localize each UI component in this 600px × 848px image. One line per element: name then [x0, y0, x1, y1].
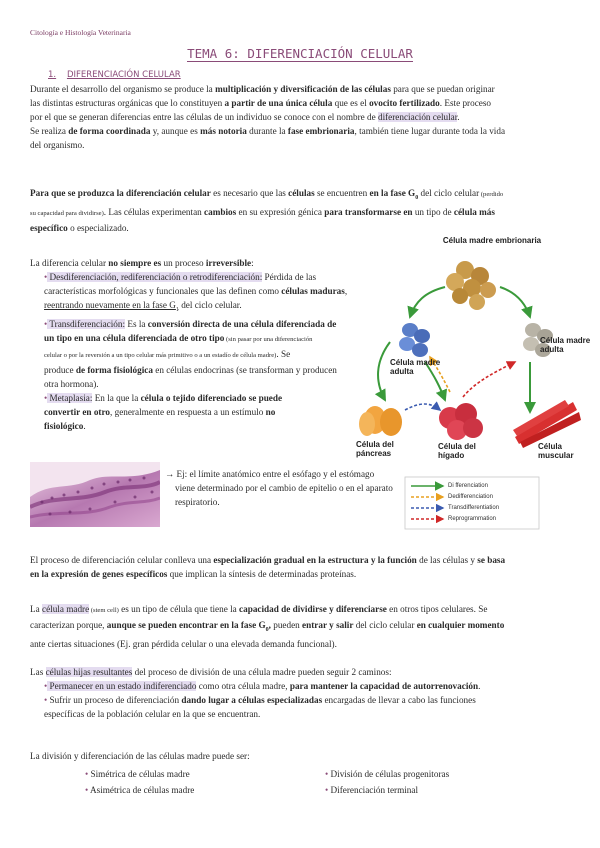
g0-paragraph: Para que se produzca la diferenciación celular es necesario que las células se encuentren en la fase $G_0$ del ciclo celular (perdido su capacidad para dividirse). Las células experimentan cambios en su expresión génica para transformarse en un tipo de célula más específico o especializado. — [30, 188, 504, 233]
diagram-legend: Di fferenciation Dedifferenciation Transdifferentiation Reprogrammation — [448, 483, 500, 522]
adult-stem-cells-left — [399, 323, 430, 357]
irreversible-list: • Desdiferenciación, rediferenciación o retrodiferenciación: Pérdida de las características morfológicas y funcionales que las definen como células maduras, reentrando nuevamente en la fase $G_1$ del ciclo celular. • Transdiferenciación: Es la conversión directa de una célula diferenciada de un tipo en una célula diferenciada de otro tipo (sin pasar por una diferenciación celular o por la reversión a un tipo celular más primitivo o a un estadío de célula madre). Se produce de forma fisiológica en células endocrinas (se transforman y producen otra hormona). • Metaplasia: En la que la célula o tejido diferenciado se puede convertir en otro, generalmente en respuesta a un estímulo no fisiológico. — [44, 272, 348, 431]
daughter-cells-paragraph: Las células hijas resultantes del proceso de división de una célula madre pueden seguir 2 caminos: — [30, 667, 392, 677]
pancreas-cells — [359, 406, 402, 436]
label-muscle: Célula muscular — [538, 442, 574, 460]
stem-cell-paragraph: La célula madre (stem cell) es un tipo de célula que tiene la capacidad de dividirse y diferenciarse en otros tipos celulares. Se caracterizan porque, aunque se pueden encontrar en la fase $G_0$, pueden entrar y salir del ciclo celular en cualquier momento ante ciertas situaciones (Ej. gran pérdida celular o una elevada demanda funcional). — [30, 604, 505, 649]
daughter-cells-list: • Permanecer en un estado indiferenciado como otra célula madre, para mantener la capacidad de autorrenovación. • Sufrir un proceso de diferenciación dando lugar a células especializadas encargadas de llevar a cabo las funciones específicas de la población celular en la que se encuentran. — [44, 681, 481, 719]
division-list-right: • División de células progenitoras • Diferenciación terminal — [325, 769, 450, 795]
course-header: Citología e Histología Veterinaria — [30, 28, 131, 37]
page-title: TEMA 6: DIFERENCIACIÓN CELULAR — [187, 46, 413, 61]
section-heading: 1. DIFERENCIACIÓN CELULAR — [48, 70, 181, 80]
label-embryonic: Célula madre embrionaria — [442, 236, 542, 245]
irreversible-paragraph: La diferencia celular no siempre es un proceso irreversible: — [30, 258, 254, 268]
embryonic-stem-cells — [446, 261, 496, 310]
label-adult-right: Célula madre adulta — [540, 336, 591, 354]
label-adult-left: Célula madre adulta — [390, 358, 441, 376]
specialization-paragraph: El proceso de diferenciación celular conlleva una especialización gradual en la estructura y la función de las células y se basa en la expresión de genes específicos que implican la síntesis de determinadas proteínas. — [30, 555, 506, 579]
muscle-cells — [513, 400, 581, 448]
intro-paragraph: Durante el desarrollo del organismo se produce la multiplicación y diversificación de las células para que se puedan originar las distintas estructuras orgánicas que lo constituyen a partir de una única célula que es el ovocito fertilizado. Este proceso por el que se generan diferencias entre las células de un individuo se conoce con el nombre de diferenciación celular. Se realiza de forma coordinada y, aunque es más notoria durante la fase embrionaria, también tiene lugar durante toda la vida del organismo. — [30, 84, 506, 150]
division-intro: La división y diferenciación de las células madre puede ser: — [30, 751, 250, 761]
example-text: → Ej: el límite anatómico entre el esófago y el estómago viene determinado por el cambio de epitelio o en el aparato respiratorio. — [165, 469, 393, 507]
liver-cells — [439, 403, 483, 440]
label-liver: Célula del hígado — [438, 442, 476, 460]
division-list-left: • Simétrica de células madre • Asimétrica de células madre — [85, 769, 195, 795]
metaplasia-micrograph — [30, 462, 160, 527]
label-pancreas: Célula del páncreas — [356, 440, 394, 458]
